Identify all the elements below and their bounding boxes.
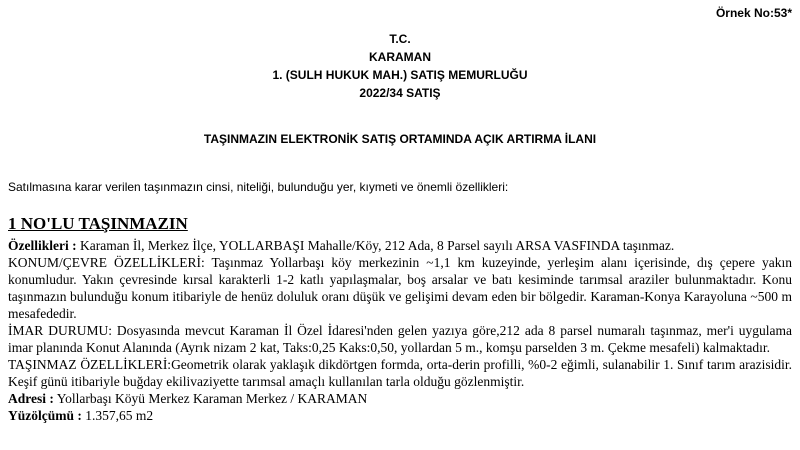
sample-number: Örnek No:53*: [715, 6, 792, 20]
property-details: [8, 237, 792, 424]
text-tasinmaz: Geometrik olarak yaklaşık dikdörtgen formda, orta-derin profilli, %0-2 eğimli, sulanabilir 1. Sınıf tarım arazisidir. Keşif günü itibariyle buğday ekilivaziyette tarımsal amaçlı kullanılan tarla olduğu gözlenmiştir.: [8, 357, 792, 389]
label-adres: Adresi :: [8, 391, 54, 406]
text-konum: Taşınmaz Yollarbaşı köy merkezinin ~1,1 km kuzeyinde, yerleşim alanı içerisinde, dış çepere yakın konumludur. Yakın çevresinde kırsal karakterli 1-2 katlı yapılaşmalar, boş arsalar ve batı kesiminde tarımsal araziler bulunmaktadır. Konu taşınmazın bulunduğu konum itibariyle de henüz doluluk oranı düşük ve gelişimi devam eden bir bölgedir. Karaman-Konya Karayoluna ~500 m mesafededir.: [8, 255, 792, 321]
header-line-city: KARAMAN: [369, 50, 431, 64]
label-imar: İMAR DURUMU:: [8, 323, 112, 338]
label-yuzolcumu: Yüzölçümü :: [8, 408, 82, 423]
text-ozellikleri: Karaman İl, Merkez İlçe, YOLLARBAŞI Mahalle/Köy, 212 Ada, 8 Parsel sayılı ARSA VASFINDA taşınmaz.: [76, 238, 675, 253]
document-header: [0, 30, 800, 102]
text-yuzolcumu: 1.357,65 m2: [81, 408, 154, 423]
header-line-office: 1. (SULH HUKUK MAH.) SATIŞ MEMURLUĞU: [272, 68, 528, 82]
intro-text: Satılmasına karar verilen taşınmazın cinsi, niteliği, bulunduğu yer, kıymeti ve önemli özellikleri:: [8, 180, 509, 194]
notice-title: TAŞINMAZIN ELEKTRONİK SATIŞ ORTAMINDA AÇIK ARTIRMA İLANI: [203, 132, 597, 146]
text-adres: Yollarbaşı Köyü Merkez Karaman Merkez / KARAMAN: [53, 391, 368, 406]
header-line-tc: T.C.: [389, 32, 411, 46]
header-line-file-number: 2022/34 SATIŞ: [359, 86, 441, 100]
paragraph-yuzolcumu: [8, 407, 792, 424]
paragraph-konum: [8, 254, 792, 322]
label-ozellikleri: Özellikleri :: [8, 238, 77, 253]
section-title: 1 NO'LU TAŞINMAZIN: [8, 214, 188, 233]
label-konum: KONUM/ÇEVRE ÖZELLİKLERİ:: [8, 255, 205, 270]
paragraph-adres: [8, 390, 792, 407]
paragraph-imar: [8, 322, 792, 356]
paragraph-ozellikleri: [8, 237, 792, 254]
paragraph-tasinmaz: [8, 356, 792, 390]
label-tasinmaz: TAŞINMAZ ÖZELLİKLERİ:: [8, 357, 172, 372]
text-imar: Dosyasında mevcut Karaman İl Özel İdaresi'nden gelen yazıya göre,212 ada 8 parsel numaralı taşınmaz, mer'i uygulama imar planında Konut Alanında (Ayrık nizam 2 kat, Taks:0,25 Kaks:0,50, yollardan 5 m., komşu parselden 3 m. Çekme mesafeli) kalmaktadır.: [8, 323, 792, 355]
